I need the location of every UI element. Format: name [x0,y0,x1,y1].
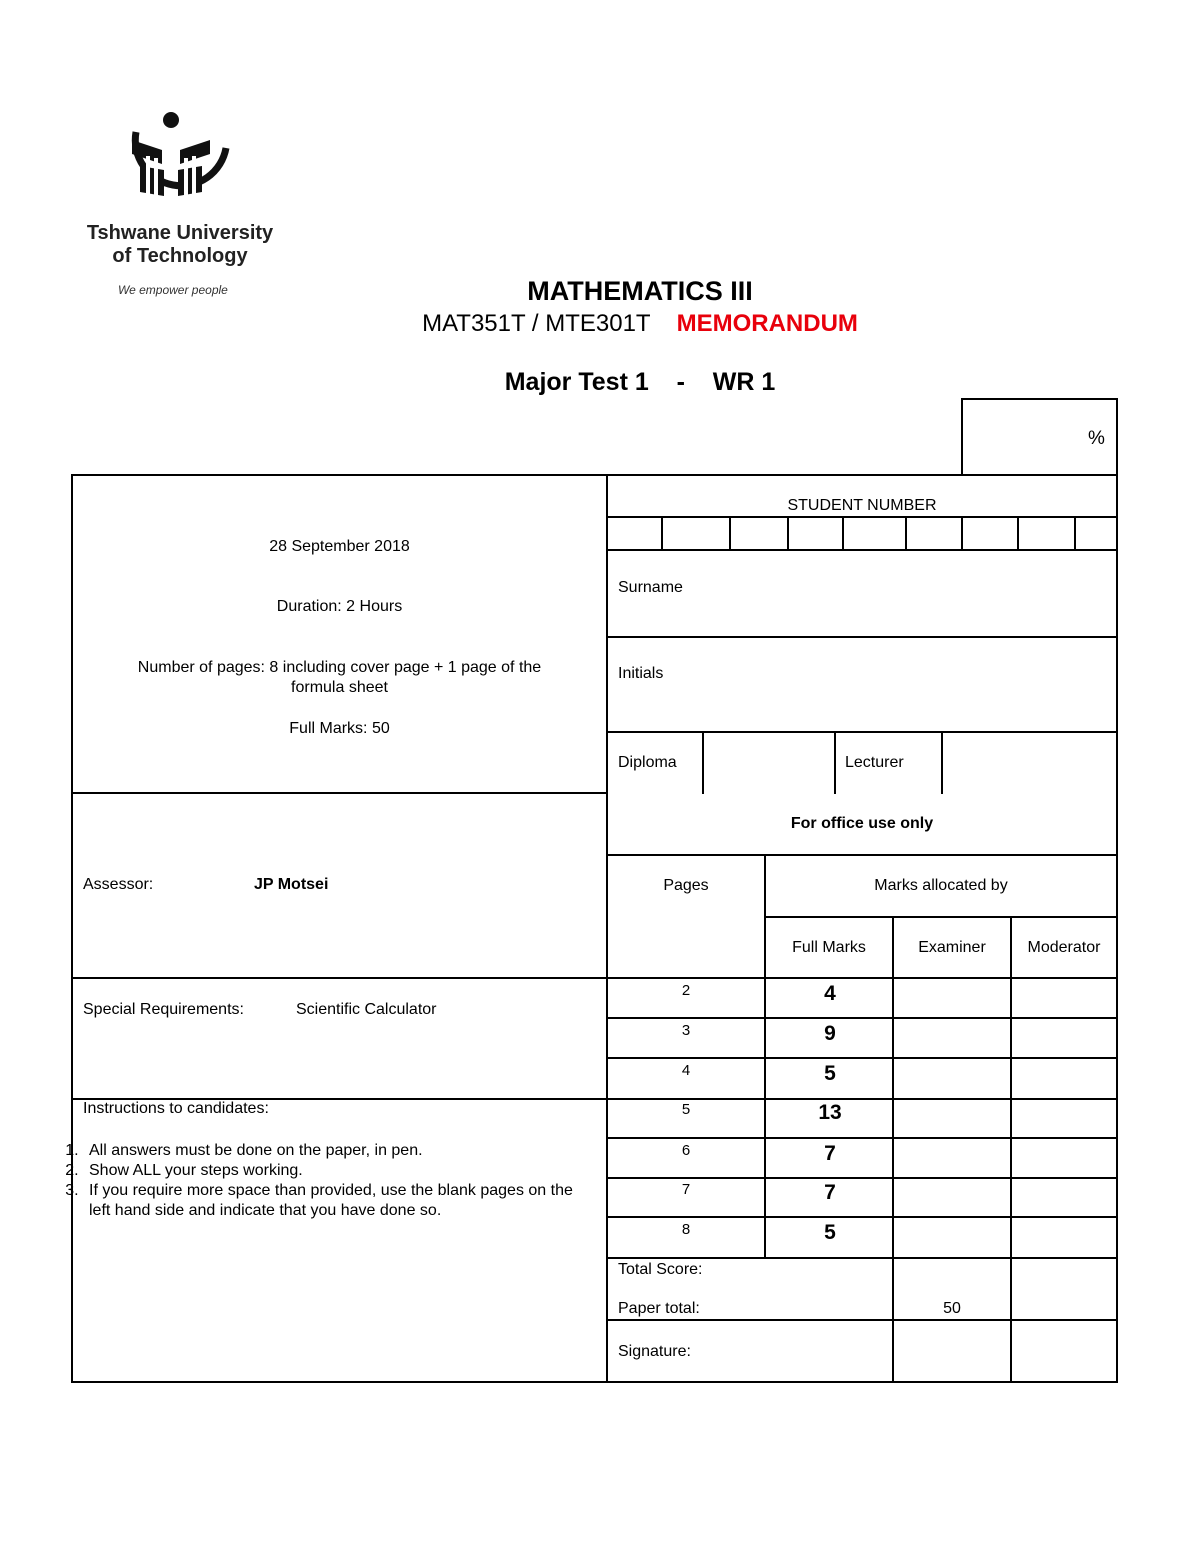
special-requirements-value: Scientific Calculator [296,1001,437,1018]
diploma-field[interactable] [705,734,833,791]
course-codes-line [0,310,1200,338]
number-of-pages-line1: Number of pages: 8 including cover page + 1 page of the [137,659,542,676]
page-full-marks: 7 [824,1181,836,1204]
instruction-item: 1. All answers must be done on the paper, in pen. [83,1141,598,1161]
instructions-title: Instructions to candidates: [83,1100,269,1117]
examiner-mark-field[interactable] [895,1140,1009,1176]
test-title-line [0,368,1200,397]
special-requirements-label: Special Requirements: [83,1001,244,1018]
subject-title: MATHEMATICS III [527,276,753,306]
total-score-moderator-field[interactable] [1013,1260,1115,1317]
test-date: 28 September 2018 [269,538,410,555]
pages-header: Pages [663,877,709,894]
total-score-label: Total Score: [618,1261,703,1278]
student-number-label: STUDENT NUMBER [787,497,937,514]
signature-label: Signature: [618,1343,691,1360]
surname-field[interactable] [700,553,1114,635]
page-full-marks: 9 [824,1022,836,1045]
page-number: 5 [681,1101,691,1118]
office-use-title: For office use only [790,815,934,832]
moderator-mark-field[interactable] [1013,1219,1115,1256]
paper-total-value: 50 [943,1300,961,1317]
page-number: 7 [681,1181,691,1198]
moderator-signature-field[interactable] [1013,1322,1115,1379]
diploma-label: Diploma [618,754,677,771]
surname-label: Surname [618,579,683,596]
lecturer-field[interactable] [944,734,1115,791]
percentage-box-label: % [1088,428,1105,449]
memorandum-label: MEMORANDUM [676,310,858,337]
student-number-input[interactable] [608,518,1116,549]
page-number: 6 [681,1142,691,1159]
moderator-mark-field[interactable] [1013,1180,1115,1215]
test-code: WR 1 [712,368,776,396]
examiner-mark-field[interactable] [895,1180,1009,1215]
initials-label: Initials [618,665,664,682]
assessor-name: JP Motsei [254,876,329,893]
page-full-marks: 5 [824,1062,836,1085]
moderator-mark-field[interactable] [1013,1101,1115,1136]
page-number: 2 [681,982,691,999]
examiner-mark-field[interactable] [895,1060,1009,1096]
instruction-item: 3. If you require more space than provided, use the blank pages on the left hand side and indicate that you have done so. [83,1181,598,1221]
number-of-pages-line2: formula sheet [291,679,388,696]
page-full-marks: 13 [818,1101,842,1124]
examiner-mark-field[interactable] [895,980,1009,1016]
total-score-examiner-field[interactable] [895,1260,1009,1298]
page-number: 3 [681,1022,691,1039]
university-name-line2: of Technology [112,245,248,267]
lecturer-label: Lecturer [845,754,904,771]
full-marks: Full Marks: 50 [289,720,390,737]
initials-field[interactable] [700,640,1114,728]
examiner-header: Examiner [918,939,986,956]
assessor-label: Assessor: [83,876,154,893]
instruction-item: 2. Show ALL your steps working. [83,1161,598,1181]
moderator-mark-field[interactable] [1013,980,1115,1016]
course-codes: MAT351T / MTE301T [422,310,651,337]
test-dash: - [676,368,685,396]
examiner-signature-field[interactable] [895,1322,1009,1379]
instructions-list [83,1141,598,1221]
examiner-mark-field[interactable] [895,1020,1009,1056]
moderator-mark-field[interactable] [1013,1140,1115,1176]
page-full-marks: 5 [824,1221,836,1244]
university-name-line1: Tshwane University [86,222,274,244]
marks-allocated-header: Marks allocated by [874,877,1008,894]
full-marks-header: Full Marks [792,939,866,956]
page-full-marks: 4 [824,982,836,1005]
examiner-mark-field[interactable] [895,1219,1009,1256]
moderator-mark-field[interactable] [1013,1020,1115,1056]
examiner-mark-field[interactable] [895,1101,1009,1136]
page-full-marks: 7 [824,1142,836,1165]
page-number: 8 [681,1221,691,1238]
moderator-header: Moderator [1027,939,1101,956]
test-name: Major Test 1 [504,368,649,396]
moderator-mark-field[interactable] [1013,1060,1115,1096]
duration: Duration: 2 Hours [276,598,403,615]
university-tagline: We empower people [118,283,228,297]
page-number: 4 [681,1062,691,1079]
paper-total-label: Paper total: [618,1300,700,1317]
